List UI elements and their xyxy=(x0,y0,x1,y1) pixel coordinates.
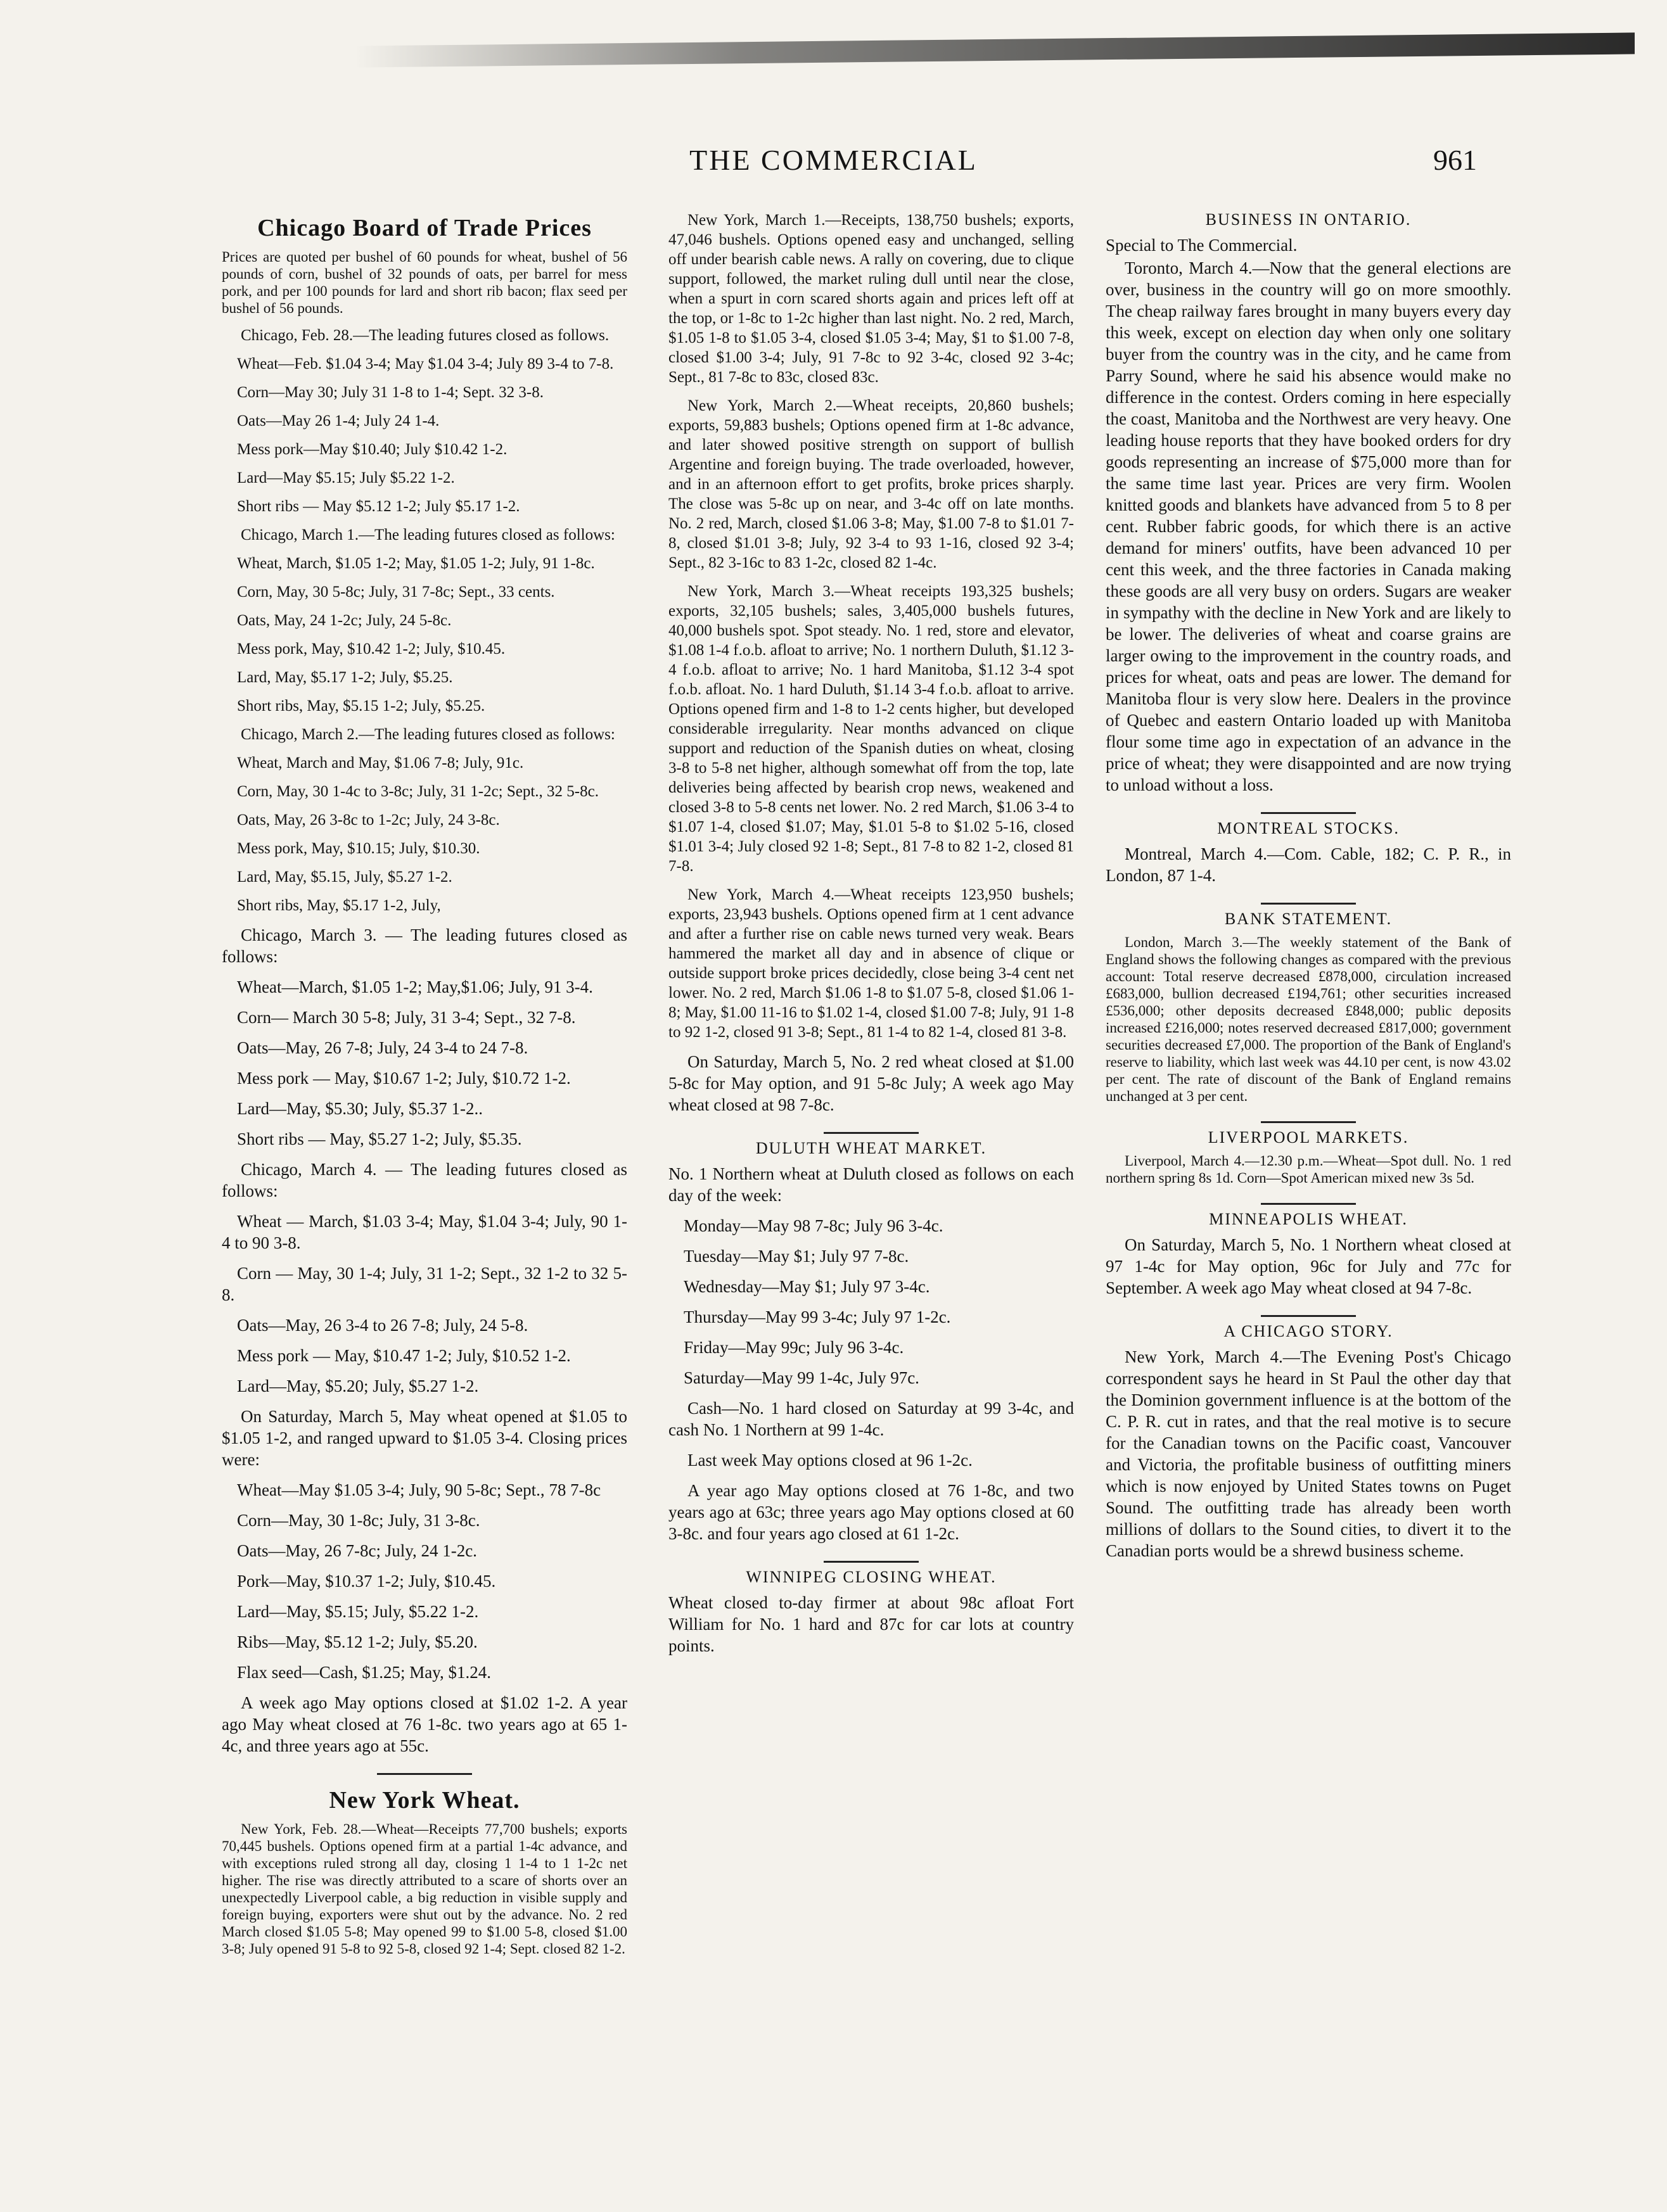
section-rule xyxy=(824,1132,919,1134)
report-line: Mess pork — May, $10.67 1-2; July, $10.72 1-2. xyxy=(237,1069,571,1088)
report-line: Corn—May 30; July 31 1-8 to 1-4; Sept. 32 3-8. xyxy=(237,384,544,401)
montreal-heading: MONTREAL STOCKS. xyxy=(1217,819,1400,837)
report-line: Chicago, March 1.—The leading futures closed as follows: xyxy=(241,526,615,543)
duluth-intro: No. 1 Northern wheat at Duluth closed as follows on each day of the week: xyxy=(668,1164,1074,1205)
scan-artifact-band xyxy=(355,32,1635,67)
section-rule xyxy=(377,1773,472,1775)
report-line: Wheat—March, $1.05 1-2; May,$1.06; July, 91 3-4. xyxy=(237,977,593,996)
column-3 xyxy=(1106,203,1511,1570)
ontario-report: Toronto, March 4.—Now that the general elections are over, business in the country will go on more smoothly. The cheap railway fares brought in many buyers every day this week, except on election day when only one solitary buyer from the country was in the city, and he came from Parry Sound, where he said his absence would make no difference in the contest. Orders coming in here especially the coast, Manitoba and the Northwest are very heavy. One leading house reports that they have booked orders for dry goods representing an increase of $75,000 more than for the same time last year. Prices are very firm. Woolen knitted goods and blankets have advanced from 5 to 8 per cent. Rubber fabric goods, for which there is an active demand for miners' outfits, have been advanced 10 per cent this week, and the three factories in Canada making these goods are all very busy on orders. Sugars are weaker in sympathy with the decline in New York and are likely to be lower. The deliveries of wheat and coarse grains are larger owing to the improvement in the country roads, and prices for wheat, oats and peas are lower. The demand for Manitoba flour is very slow here. Dealers in the province of Quebec and eastern Ontario loaded up with Manitoba flour some time ago in expectation of an advance in the price of wheat; they were disappointed and are now trying to unload without a loss. xyxy=(1106,258,1511,794)
chicago-mar4-block xyxy=(222,1159,627,1397)
minneapolis-report: On Saturday, March 5, No. 1 Northern wheat closed at 97 1-4c for May option, 96c for July and 77c for September. A week ago May wheat closed at 94 7-8c. xyxy=(1106,1235,1511,1297)
report-line: Oats—May, 26 3-4 to 26 7-8; July, 24 5-8. xyxy=(237,1316,528,1335)
report-line: Chicago, March 2.—The leading futures closed as follows: xyxy=(241,726,615,743)
report-line: Oats—May 26 1-4; July 24 1-4. xyxy=(237,412,440,429)
report-line: Wheat — March, $1.03 3-4; May, $1.04 3-4; July, 90 1-4 to 90 3-8. xyxy=(222,1212,627,1252)
chicago-mar2-block xyxy=(222,725,627,915)
report-line: Mess pork, May, $10.42 1-2; July, $10.45. xyxy=(237,640,506,658)
chicago-story-heading: A CHICAGO STORY. xyxy=(1223,1322,1393,1340)
duluth-day-line: Wednesday—May $1; July 97 3-4c. xyxy=(684,1277,930,1296)
chicago-feb28-block xyxy=(222,326,627,516)
section-rule xyxy=(824,1561,919,1563)
duluth-day-line: Saturday—May 99 1-4c, July 97c. xyxy=(684,1368,919,1387)
report-line: Corn, May, 30 5-8c; July, 31 7-8c; Sept., 33 cents. xyxy=(237,583,555,601)
column-1 xyxy=(222,203,627,1966)
report-line: Wheat, March and May, $1.06 7-8; July, 91c. xyxy=(237,754,524,772)
report-line: Wheat—May $1.05 3-4; July, 90 5-8c; Sept., 78 7-8c xyxy=(237,1480,601,1499)
montreal-report: Montreal, March 4.—Com. Cable, 182; C. P. R., in London, 87 1-4. xyxy=(1106,844,1511,885)
report-line: Chicago, March 4. — The leading futures closed as follows: xyxy=(222,1160,627,1200)
report-line: Oats, May, 26 3-8c to 1-2c; July, 24 3-8c. xyxy=(237,811,500,829)
duluth-day-line: Friday—May 99c; July 96 3-4c. xyxy=(684,1338,904,1357)
duluth-heading: DULUTH WHEAT MARKET. xyxy=(755,1139,987,1157)
section-rule xyxy=(1261,1315,1356,1317)
liverpool-report: Liverpool, March 4.—12.30 p.m.—Wheat—Spot dull. No. 1 red northern spring 8s 1d. Corn—Spot American mixed new 3s 5d. xyxy=(1106,1153,1511,1186)
report-line: Corn— March 30 5-8; July, 31 3-4; Sept., 32 7-8. xyxy=(237,1008,576,1027)
report-line: Oats—May, 26 7-8; July, 24 3-4 to 24 7-8. xyxy=(237,1038,528,1057)
duluth-summary-line: Cash—No. 1 hard closed on Saturday at 99 3-4c, and cash No. 1 Northern at 99 1-4c. xyxy=(668,1399,1074,1439)
report-line: Lard—May, $5.30; July, $5.37 1-2.. xyxy=(237,1099,483,1118)
ontario-heading: BUSINESS IN ONTARIO. xyxy=(1205,210,1412,229)
report-line: Short ribs, May, $5.17 1-2, July, xyxy=(237,897,441,914)
report-line: Chicago, Feb. 28.—The leading futures closed as follows. xyxy=(241,327,610,344)
duluth-day-line: Monday—May 98 7-8c; July 96 3-4c. xyxy=(684,1216,943,1235)
report-line: Corn, May, 30 1-4c to 3-8c; July, 31 1-2c; Sept., 32 5-8c. xyxy=(237,783,599,800)
page-number: 961 xyxy=(1433,144,1477,176)
new-york-feb28-report: New York, Feb. 28.—Wheat—Receipts 77,700 bushels; exports 70,445 bushels. Options opened firm at a partial 1-4c advance, and with exceptions ruled strong all day, closing 1 1-4 to 1 1-2c net higher. The rise was directly attributed to a scare of shorts over an unexpectedly Liverpool cable, a big reduction in visible supply and foreign buying, exporters were shut out by the advance. No. 2 red March closed $1.05 5-8; May opened 99 to $1.00 5-8, closed $1.00 3-8; July opened 91 5-8 to 92 5-8, closed 92 1-4; Sept. closed 82 1-2. xyxy=(222,1821,627,1957)
duluth-summary-line: A year ago May options closed at 76 1-8c, and two years ago at 63c; three years ago May options closed at 60 3-8c. and four years ago closed at 61 1-2c. xyxy=(668,1481,1074,1543)
report-line: Mess pork, May, $10.15; July, $10.30. xyxy=(237,840,480,857)
report-line: Flax seed—Cash, $1.25; May, $1.24. xyxy=(237,1663,491,1682)
report-line: Ribs—May, $5.12 1-2; July, $5.20. xyxy=(237,1632,478,1651)
duluth-summary-line: Last week May options closed at 96 1-2c. xyxy=(687,1451,973,1470)
new-york-mar3-report: New York, March 3.—Wheat receipts 193,325 bushels; exports, 32,105 bushels; sales, 3,405,000 bushels futures, 40,000 bushels spot. Spot steady. No. 1 red, store and elevator, $1.08 1-4 f.o.b. afloat to arrive; No. 1 northern Duluth, $1.12 3-4 f.o.b. afloat to arrive; No. 1 hard Manitoba, $1.12 3-4 spot f.o.b. afloat. No. 1 hard Duluth, $1.14 3-4 f.o.b. afloat to arrive. Options opened firm and 1-8 to 1-2 cents higher, but developed considerable irregularity. Near months advanced on clique support and reduction of the Spanish duties on wheat, closing 3-8 to 5-8 net higher, although somewhat off from the top, late deliveries being affected by bearish crop news, weakened and closed 3-8 to 5-8 cents net lower. No. 2 red March, $1.06 3-4 to $1.07 1-4, closed $1.07; May, $1.01 5-8 to $1.02 5-16, closed $1.01 3-4; July closed 92 1-8; Sept., 81 7-8 to 82 1-2, closed 81 7-8. xyxy=(668,583,1074,875)
report-line: Short ribs — May $5.12 1-2; July $5.17 1-2. xyxy=(237,498,520,515)
report-line: Wheat—Feb. $1.04 3-4; May $1.04 3-4; July 89 3-4 to 7-8. xyxy=(237,355,614,372)
report-line: On Saturday, March 5, May wheat opened at $1.05 to $1.05 1-2, and ranged upward to $1.05 3-4. Closing prices were: xyxy=(222,1407,627,1469)
bank-statement-report: London, March 3.—The weekly statement of the Bank of England shows the following changes as compared with the previous account: Total reserve decreased £878,000, circulation increased £683,000, bullion decreased £194,761; other securities increased £536,000; other deposits decreased £848,000; public deposits increased £216,000; notes reserved decreased £817,000; government securities decreased £7,000. The proportion of the Bank of England's reserve to liability, which last week was 44.10 per cent, is now 43.02 per cent. The rate of discount of the Bank of England remains unchanged at 3 per cent. xyxy=(1106,934,1511,1104)
report-line: Short ribs, May, $5.15 1-2; July, $5.25. xyxy=(237,697,485,715)
chicago-intro: Prices are quoted per bushel of 60 pounds for wheat, bushel of 56 pounds of corn, bushel of 32 pounds of oats, per barrel for mess pork, and per 100 pounds for lard and short rib bacon; flax seed per bushel of 56 pounds. xyxy=(222,249,627,316)
report-line: Wheat, March, $1.05 1-2; May, $1.05 1-2; July, 91 1-8c. xyxy=(237,555,595,572)
winnipeg-report: Wheat closed to-day firmer at about 98c afloat Fort William for No. 1 hard and 87c for car lots at country points. xyxy=(668,1593,1074,1655)
report-line: Corn — May, 30 1-4; July, 31 1-2; Sept., 32 1-2 to 32 5-8. xyxy=(222,1264,627,1304)
report-line: Pork—May, $10.37 1-2; July, $10.45. xyxy=(237,1572,496,1591)
duluth-day-line: Thursday—May 99 3-4c; July 97 1-2c. xyxy=(684,1307,951,1326)
report-line: Lard—May, $5.20; July, $5.27 1-2. xyxy=(237,1376,479,1395)
section-rule xyxy=(1261,812,1356,814)
report-line: Mess pork—May $10.40; July $10.42 1-2. xyxy=(237,441,508,458)
report-line: Corn—May, 30 1-8c; July, 31 3-8c. xyxy=(237,1511,480,1530)
winnipeg-heading: WINNIPEG CLOSING WHEAT. xyxy=(746,1568,997,1586)
chicago-mar3-block xyxy=(222,924,627,1150)
page-title: THE COMMERCIAL xyxy=(689,144,978,176)
chicago-mar1-block xyxy=(222,525,627,716)
report-line: A week ago May options closed at $1.02 1-2. A year ago May wheat closed at 76 1-8c. two years ago at 65 1-4c, and three years ago at 55c. xyxy=(222,1693,627,1755)
column-2 xyxy=(668,203,1074,1665)
duluth-day-line: Tuesday—May $1; July 97 7-8c. xyxy=(684,1247,909,1266)
report-line: Chicago, March 3. — The leading futures closed as follows: xyxy=(222,925,627,966)
new-york-mar2-report: New York, March 2.—Wheat receipts, 20,860 bushels; exports, 59,883 bushels; Options opened firm at 1-8c advance, and later showed positive strength on support of bullish Argentine and foreign buying. The trade overloaded, however, and in an afternoon effort to get profits, broke prices sharply. The close was 5-8c up on near, and 3-4c off on late months. No. 2 red, March, closed $1.06 3-8; May, $1.00 7-8 to $1.01 7-8, closed $1.01 3-8; July, 92 3-4 to 93 1-16, closed 92 3-4; Sept., 82 3-16c to 83 1-2c, closed 82 1-4c. xyxy=(668,397,1074,571)
chicago-saturday-block xyxy=(222,1406,627,1757)
report-line: Lard—May $5.15; July $5.22 1-2. xyxy=(237,469,455,486)
report-line: Lard, May, $5.17 1-2; July, $5.25. xyxy=(237,669,453,686)
chicago-story-report: New York, March 4.—The Evening Post's Chicago correspondent says he heard in St Paul the other day that the Dominion government influence is at the bottom of the C. P. R. cut in rates, and that the real motive is to secure for the Canadian towns on the Pacific coast, Vancouver and Victoria, the profitable business of outfitting miners which is now enjoyed by United States towns on Puget Sound. The outfitting trade has already been worth millions of dollars to the Sound cities, to divert it to the Canadian ports would be a shrewd business scheme. xyxy=(1106,1347,1511,1560)
liverpool-heading: LIVERPOOL MARKETS. xyxy=(1208,1128,1409,1147)
section-rule xyxy=(1261,1203,1356,1205)
report-line: Short ribs — May, $5.27 1-2; July, $5.35. xyxy=(237,1129,522,1148)
ontario-byline: Special to The Commercial. xyxy=(1106,236,1298,255)
report-line: Lard, May, $5.15, July, $5.27 1-2. xyxy=(237,868,452,886)
report-line: Lard—May, $5.15; July, $5.22 1-2. xyxy=(237,1602,479,1621)
section-rule xyxy=(1261,1121,1356,1123)
bank-statement-heading: BANK STATEMENT. xyxy=(1224,910,1393,928)
new-york-mar4-report: New York, March 4.—Wheat receipts 123,950 bushels; exports, 23,943 bushels. Options opened firm at 1 cent advance and after a further rise on cable news turned very weak. Bears hammered the market all day and in absence of clique or outside support broke prices decidedly, close being 3-4 cent net lower. No. 2 red, March $1.06 1-8 to $1.07 5-8, closed $1.06 1-8; May, $1.00 11-16 to $1.02 1-4, closed $1.00 7-8; July, 91 1-8 to 92 1-2, closed 91 3-8; Sept., 81 1-4 to 82 1-4, closed 81 3-8. xyxy=(668,886,1074,1041)
report-line: Oats—May, 26 7-8c; July, 24 1-2c. xyxy=(237,1541,477,1560)
chicago-board-heading: Chicago Board of Trade Prices xyxy=(257,215,592,241)
minneapolis-heading: MINNEAPOLIS WHEAT. xyxy=(1209,1210,1408,1228)
section-rule xyxy=(1261,903,1356,905)
new-york-wheat-heading: New York Wheat. xyxy=(329,1787,520,1814)
new-york-mar1-report: New York, March 1.—Receipts, 138,750 bushels; exports, 47,046 bushels. Options opened easy and unchanged, selling off under bearish cable news. A rally on covering, due to clique support, followed, the market ruling dull until near the close, when a spurt in corn scared shorts again and prices left off at the top, or 1-8c to 1-2c higher than last night. No. 2 red, March, $1.05 1-8 to $1.05 3-4, closed $1.05 3-4; May, $1 to $1.00 7-8, closed $1.00 3-4; July, 91 7-8c to 92 3-4c, closed 92 3-4c; Sept., 81 7-8c to 83c, closed 83c. xyxy=(668,212,1074,386)
new-york-saturday-report: On Saturday, March 5, No. 2 red wheat closed at $1.00 5-8c for May option, and 91 5-8c July; A week ago May wheat closed at 98 7-8c. xyxy=(668,1052,1074,1114)
report-line: Mess pork — May, $10.47 1-2; July, $10.52 1-2. xyxy=(237,1346,571,1365)
report-line: Oats, May, 24 1-2c; July, 24 5-8c. xyxy=(237,612,452,629)
